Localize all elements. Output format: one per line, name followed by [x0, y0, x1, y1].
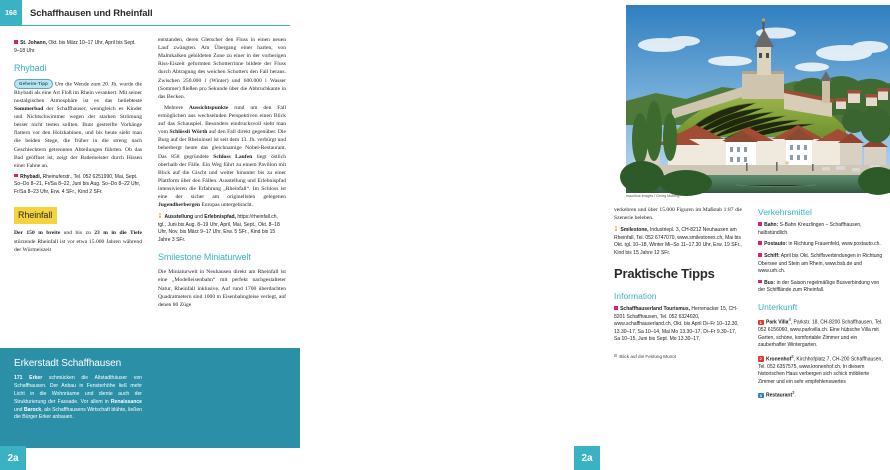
info-schiff: [758, 253, 886, 276]
aus-bold-3: Schloss Laufen: [213, 153, 253, 160]
thumb-tab-left[interactable]: 2a: [0, 446, 26, 470]
right-page: [300, 0, 883, 470]
paragraph-rheinfall: [14, 229, 142, 253]
square-bullet-icon: [758, 253, 762, 257]
info-name: Rhybadi,: [20, 173, 42, 180]
left-page: [0, 0, 300, 470]
info-ausstellung: [158, 213, 286, 244]
secret-tip-badge: Geheim-Tipp: [14, 79, 53, 88]
aus-text-d: liegt östlich oberhalb der Fälle. Ein Weg führt zu einem Pavillon mit Blick auf die Gischt und weiter hinunter bis zu einer Plattform über den Fällen. Ausstellung und Erlebnispfad intensivieren die Erfahrung „Rheinfall“. Im Schloss ist eine der sicher am originellsten gelegenen: [158, 153, 287, 201]
info-rhybadi: [14, 174, 142, 197]
heading-praktische-tipps: Praktische Tipps: [614, 266, 715, 282]
info-detail: Okt. bis März 10–17 Uhr, April bis Sept. 9–18 Uhr.: [14, 40, 136, 54]
info-detail: S-Bahn Kreuzlingen – Schaffhausen, halbstündlich.: [758, 222, 862, 236]
heading-unterkunft: Unterkunft: [758, 301, 798, 312]
rhybadi-text-2: der Schaffhauser, wenngleich es Kinder und Nichtschwimmer wegen der starken Strömung besser nicht testen sollten. Bunt gestreifte Vorhänge flattern vor den Holzkabinen, und bis heute sieht man die beiden Stege, die früher in die streng nach Geschlechtern getrennten Abteilungen führten. Ob das Bad geöffnet ist, zeigt der Bademeister durch Hissen einer Fahne an.: [14, 105, 142, 169]
info-detail: in der Saison regelmäßige Busverbindung von der Schifflände zum Rheinfall.: [758, 279, 880, 294]
page-number: 168: [0, 0, 22, 26]
aus-text-e: Europas untergebracht.: [199, 202, 254, 209]
photo-credit: mauritius images / Georg Moberg: [626, 194, 680, 198]
price-category: 3: [791, 353, 794, 359]
lodging-number-badge: 1: [759, 319, 762, 325]
header-rule: [22, 25, 290, 26]
info-detail: April bis Okt. Schiffsverbindungen in Richtung Obersee und Stein am Rhein, www.bsb.de und www.urh.ch.: [758, 253, 883, 275]
erkerstadt-bold-3: Barock: [23, 406, 42, 413]
info-postauto: [758, 241, 886, 249]
info-detail: Herrenacker 15, CH-8201 Schaffhausen, Tel. 052 6324020, www.schaffhauserland.ch, Okt. bis April Di–Fr 10–12.30, 13.30–17, Sa 10–14, Mai Mo 13.30–17, Di–Fr 9.30–17, Sa 10–15, Juni bis Sept. Mo 13.30–17,: [614, 306, 739, 343]
photo-schaffhausen-munot: [626, 5, 890, 193]
running-header: [0, 0, 300, 26]
info-name-2: Erlebnispfad,: [204, 214, 236, 221]
square-bullet-icon: [758, 241, 762, 245]
rheinfall-bold-1: Der 150 m breite: [14, 230, 61, 237]
square-bullet-icon: [758, 222, 762, 226]
paragraph-smilestone: Die Miniaturwelt in Neuhausen direkt am Rheinfall ist eine „Modelleisenbahn“ mit perfekt nachgestalteter Natur, Rheinfall inklusive. Auf rund 1700 überdachten Quadratmetern sind 1000 m Eisenbahngleise verlegt, auf denen 80 Züge: [158, 269, 286, 308]
info-name: Kronenhof: [766, 356, 792, 363]
heading-rheinfall-wrap: [14, 200, 142, 229]
paragraph-smilestone-cont: verkehren und über 15.000 Figuren im Maßstab 1:87 die Szenerie beleben.: [614, 207, 742, 222]
erkerstadt-body: [14, 375, 142, 422]
info-name: Schaffhauserland Tourismus,: [620, 306, 691, 313]
info-detail: Industriepl. 3, CH-8212 Neuhausen am Rheinfall, Tel. 052 6747070, www.smilestones.ch, Mai bis Okt. tgl. 10–18, Winter Mi–So 11–17.30 Uhr, Erw. 19 SFr., Kind bis 15 Jahre 12 SFr.: [614, 227, 742, 256]
erkerstadt-text-2: und: [14, 406, 24, 413]
heading-verkehrsmittel: Verkehrsmittel: [758, 207, 812, 217]
info-detail: , Kirchhofplatz 7, CH-200 Schaffhausen, Tel. 052 6357575, www.kronenhof.ch. In diesem historischen Haus verbergen sich schick möblierte Zimmer und ein sehr empfehlenswertes: [758, 356, 883, 385]
price-category: 4: [788, 317, 791, 322]
right-column-4: [758, 206, 886, 404]
info-detail: , Parkstr. 18, CH-8200 Schaffhausen, Tel. 052 6156060, www.parkvilla.ch. Eine hübsche Villa mit Garten, schöne, komfortable Zimmer und ein zauberhafter Wintergarten.: [758, 319, 883, 349]
square-bullet-icon: [614, 306, 618, 310]
aus-bold-1: Aussichtspunkte: [188, 104, 229, 111]
erkerstadt-text-3: , als Schaffhausens Wirtschaft blühte, ließen die Bürger Erker anbauen.: [14, 406, 142, 421]
info-detail: https://rheinfall.ch, tgl., Juni bis Aug. 8–19 Uhr, April, Mai, Sept., Okt. 8–18 Uhr, Nov. bis März 9–17 Uhr, Erw. 5 SFr., Kind bis 15 Jahre 3 SFr.: [158, 214, 280, 243]
aus-text-a: Mehrere: [164, 104, 189, 111]
square-bullet-icon: [14, 174, 18, 178]
square-bullet-icon: [14, 40, 18, 44]
left-column-2: [158, 36, 286, 312]
info-name: Smilestone,: [620, 227, 649, 234]
info-name: Schiff:: [764, 253, 780, 260]
info-name: Bahn:: [764, 222, 779, 229]
right-column-3: [614, 206, 742, 361]
erkerstadt-infobox: [0, 348, 300, 448]
restaurant-number-badge: 3: [759, 392, 762, 398]
paragraph-rheinfall-cont: entstanden, deren Gletscher den Fluss in einen neuen Lauf zwängten. Am Übergang einer harten, von Malmkalken gebildeten Zone zu einer in der vorherigen Riss-Eiszeit geformten Schotterrinne bildete der Fluss durch Abtragung des weichen Schotters den Fall heraus. Zwischen 250.000 l (Winter) und 600.000 l Wasser (Sommer) fließen pro Sekunde über die Abbruchkante in das Becken.: [158, 37, 286, 100]
info-restaurant: [758, 390, 886, 400]
person-icon: [614, 226, 618, 232]
paragraph-aussichtspunkte: [158, 104, 286, 209]
info-kronenhof: [758, 354, 886, 387]
thumb-tab-right[interactable]: 2a: [574, 446, 600, 470]
info-name: Restaurant: [766, 392, 793, 399]
rhybadi-text-1: Um die Wende zum 20. Jh. wurde die Rhybadi als eine Art Floß im Rhein verankert. Mit seiner nostalgischen Atmosphäre ist es das beliebteste: [14, 81, 142, 104]
info-name: Bus:: [764, 279, 776, 286]
info-name: Postauto:: [764, 241, 788, 248]
heading-rheinfall: Rheinfall: [14, 207, 57, 224]
price-category: 3: [792, 390, 795, 396]
rheinfall-bold-2: 23 m in die Tiefe: [94, 230, 142, 237]
info-name: Park Villa: [766, 319, 789, 326]
info-st-johann: [14, 40, 142, 55]
rheinfall-text-1: und bis zu: [60, 230, 95, 237]
caption-marker-icon: [614, 354, 617, 357]
info-detail: .: [794, 392, 796, 399]
info-mid: und: [193, 214, 205, 221]
lodging-number-badge: 2: [759, 356, 762, 362]
info-bus: [758, 280, 886, 295]
aus-text-b: rund um den Fall ermöglichen aus wechselnden Perspektiven einen Blick auf das Schauspiel. Besonders eindrucksvoll sieht man vom: [158, 104, 286, 136]
erkerstadt-bold-2: Renaissance: [110, 398, 142, 405]
person-icon: [158, 213, 162, 219]
erkerstadt-title: Erkerstadt Schaffhausen: [14, 358, 122, 369]
info-detail: in Richtung Frauenfeld, www.postauto.ch.: [787, 241, 881, 248]
aus-bold-2: Schlössli Wörth: [169, 129, 208, 136]
running-header-title: Schaffhausen und Rheinfall: [30, 7, 153, 19]
info-name: Ausstellung: [164, 214, 194, 221]
info-name: St. Johann,: [20, 40, 48, 47]
paragraph-rhybadi: [14, 79, 142, 170]
square-bullet-icon: [758, 280, 762, 284]
aus-text-c: auf den Fall direkt gegenüber. Die Burg auf der Rheininsel ist seit dem 13. Jh. verbürgt und beherbergt heute das gleichnamige Nobel-Restaurant. Das 858 gegründete: [158, 129, 287, 160]
heading-smilestone: Smilestone Miniaturwelt: [158, 252, 251, 263]
erkerstadt-bold-1: 171 Erker: [14, 375, 43, 381]
heading-rhybadi: Rhybadi: [14, 63, 47, 74]
left-column-1: [14, 36, 142, 257]
info-smilestone: [614, 226, 742, 257]
subheading-information: Information: [614, 291, 657, 302]
info-park-villa: [758, 317, 886, 350]
info-schaffhauserland-tourismus: [614, 306, 742, 344]
rheinfall-text-2: stürzende Rheinfall ist vor etwa 15.000 Jahren während der Würmeiszeit: [14, 238, 142, 253]
caption-ref-text: Blick auf die Festung Munot: [619, 353, 677, 359]
info-bahn: [758, 222, 886, 237]
rhybadi-bold-sommerbad: Sommerbad: [14, 105, 44, 112]
info-detail: Rheinuferstr., Tel. 052 6251990, Mai, Sept. So–Do 8–21, Fr/Sa 8–22, Juni bis Aug. So–Do 8–22 Uhr, Fr/Sa 8–23 Uhr, Erw. 4 SFr., Kind 2 SFr.: [14, 173, 141, 195]
photo-caption-reference: [614, 354, 742, 361]
erkerstadt-text-1: schmücken die Altstadthäuser von Schaffhausen. Der Anbau in Fensterhöhe ließ mehr Licht in die Wohnräume und diente auch der Strukturierung der Fassade. Vor allem in: [14, 375, 142, 405]
aus-bold-4: Jugendherbergen: [158, 202, 200, 209]
